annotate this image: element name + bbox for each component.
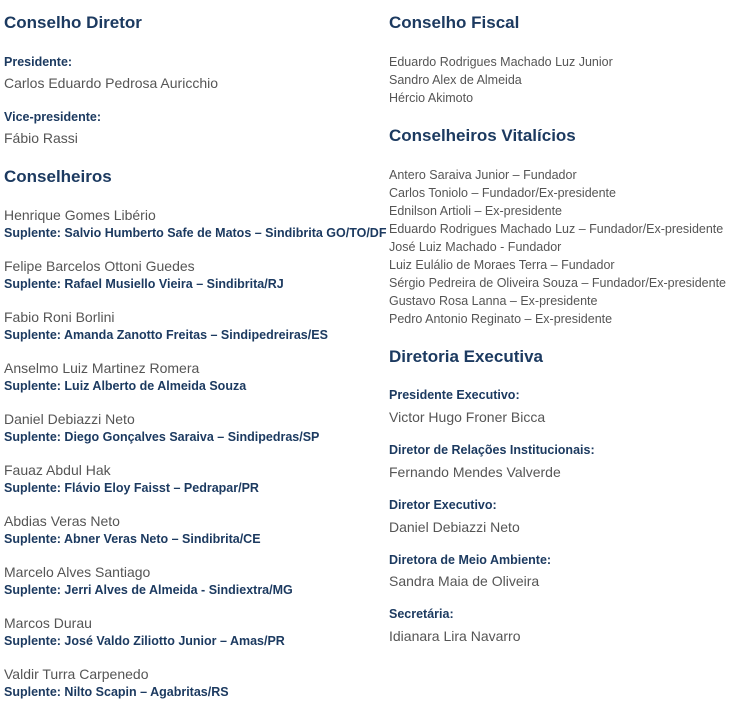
role-name: Victor Hugo Froner Bicca bbox=[389, 409, 546, 425]
member-name: Daniel Debiazzi Neto bbox=[4, 411, 135, 427]
member-name: Marcos Durau bbox=[4, 615, 92, 631]
vitalicio-member: Gustavo Rosa Lanna – Ex-presidente bbox=[389, 294, 598, 308]
member-name: Abdias Veras Neto bbox=[4, 513, 120, 529]
member-name: Felipe Barcelos Ottoni Guedes bbox=[4, 258, 195, 274]
diretoria-executiva-heading: Diretoria Executiva bbox=[389, 347, 544, 366]
role-label: Diretora de Meio Ambiente: bbox=[389, 553, 552, 567]
vitalicio-member: Sérgio Pedreira de Oliveira Souza – Fundador/Ex-presidente bbox=[389, 276, 726, 290]
role-label: Diretor Executivo: bbox=[389, 498, 497, 512]
vitalicio-member: Eduardo Rodrigues Machado Luz – Fundador/Ex-presidente bbox=[389, 222, 724, 236]
conselheiros-heading: Conselheiros bbox=[4, 167, 112, 186]
fiscal-member: Sandro Alex de Almeida bbox=[389, 73, 522, 87]
member-suplente: Suplente: Salvio Humberto Safe de Matos – Sindibrita GO/TO/DF bbox=[4, 226, 387, 240]
vitalicio-member: Ednilson Artioli – Ex-presidente bbox=[389, 204, 563, 218]
vitalicio-member: José Luiz Machado - Fundador bbox=[389, 240, 562, 254]
member-name: Valdir Turra Carpenedo bbox=[4, 666, 149, 682]
role-name: Fábio Rassi bbox=[4, 130, 78, 146]
member-suplente: Suplente: Jerri Alves de Almeida - Sindiextra/MG bbox=[4, 583, 293, 597]
conselheiros-vitalicios-heading: Conselheiros Vitalícios bbox=[389, 126, 576, 145]
member-name: Fabio Roni Borlini bbox=[4, 309, 115, 325]
vitalicio-member: Carlos Toniolo – Fundador/Ex-presidente bbox=[389, 186, 616, 200]
vitalicio-member: Antero Saraiva Junior – Fundador bbox=[389, 168, 577, 182]
role-name: Daniel Debiazzi Neto bbox=[389, 519, 520, 535]
role-name: Carlos Eduardo Pedrosa Auricchio bbox=[4, 75, 219, 91]
member-suplente: Suplente: José Valdo Ziliotto Junior – Amas/PR bbox=[4, 634, 285, 648]
role-label: Presidente: bbox=[4, 55, 73, 69]
role-label: Vice-presidente: bbox=[4, 110, 102, 124]
fiscal-member: Eduardo Rodrigues Machado Luz Junior bbox=[389, 55, 613, 69]
role-name: Fernando Mendes Valverde bbox=[389, 464, 561, 480]
member-suplente: Suplente: Luiz Alberto de Almeida Souza bbox=[4, 379, 247, 393]
member-suplente: Suplente: Rafael Musiello Vieira – Sindibrita/RJ bbox=[4, 277, 284, 291]
conselho-fiscal-heading: Conselho Fiscal bbox=[389, 13, 520, 32]
role-label: Presidente Executivo: bbox=[389, 388, 520, 402]
member-name: Marcelo Alves Santiago bbox=[4, 564, 151, 580]
vitalicio-member: Luiz Eulálio de Moraes Terra – Fundador bbox=[389, 258, 615, 272]
member-name: Henrique Gomes Libério bbox=[4, 207, 156, 223]
conselho-diretor-heading: Conselho Diretor bbox=[4, 13, 142, 32]
role-name: Idianara Lira Navarro bbox=[389, 628, 521, 644]
vitalicio-member: Pedro Antonio Reginato – Ex-presidente bbox=[389, 312, 613, 326]
fiscal-member: Hércio Akimoto bbox=[389, 91, 474, 105]
member-suplente: Suplente: Diego Gonçalves Saraiva – Sindipedras/SP bbox=[4, 430, 320, 444]
member-name: Anselmo Luiz Martinez Romera bbox=[4, 360, 200, 376]
member-suplente: Suplente: Amanda Zanotto Freitas – Sindipedreiras/ES bbox=[4, 328, 328, 342]
member-suplente: Suplente: Nilto Scapin – Agabritas/RS bbox=[4, 685, 229, 699]
role-name: Sandra Maia de Oliveira bbox=[389, 573, 540, 589]
member-suplente: Suplente: Flávio Eloy Faisst – Pedrapar/PR bbox=[4, 481, 259, 495]
role-label: Secretária: bbox=[389, 607, 454, 621]
member-name: Fauaz Abdul Hak bbox=[4, 462, 111, 478]
role-label: Diretor de Relações Institucionais: bbox=[389, 443, 595, 457]
member-suplente: Suplente: Abner Veras Neto – Sindibrita/CE bbox=[4, 532, 261, 546]
